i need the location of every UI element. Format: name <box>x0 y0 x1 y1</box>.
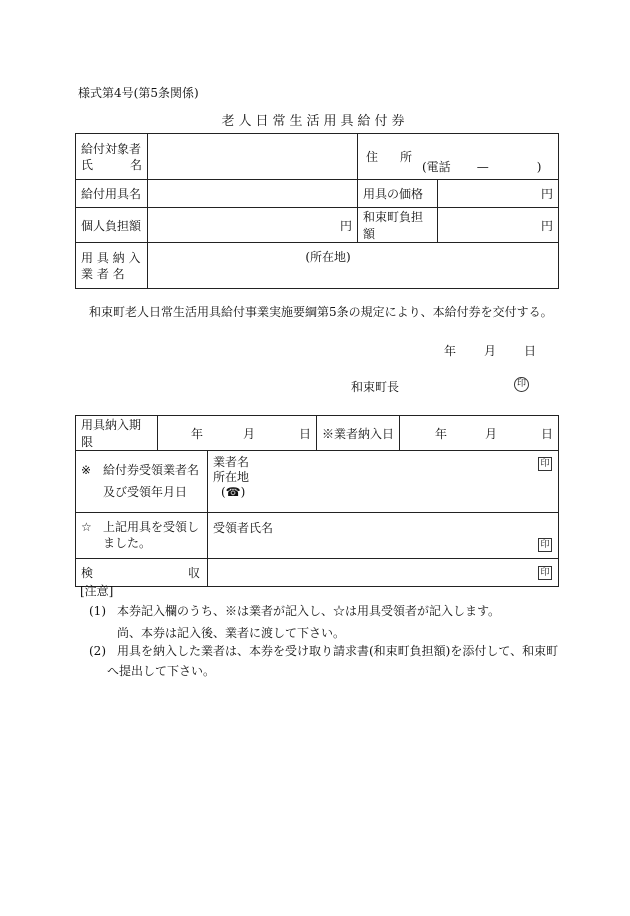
issuance-statement: 和束町老人日常生活用具給付事業実施要綱第5条の規定により、本給付券を交付する。 <box>89 305 553 319</box>
table-row <box>76 416 559 451</box>
note-1: (1) 本券記入欄のうち、※は業者が記入し、☆は用具受領者が記入します。 <box>89 604 501 618</box>
inspection-seal: 印 <box>538 566 552 580</box>
table-row <box>76 513 559 559</box>
form-number: 様式第4号(第5条関係) <box>78 86 199 100</box>
price-label: 用具の価格 <box>358 180 438 208</box>
supplier-label: 用 具 納 入 業 者 名 <box>76 243 148 289</box>
address-label-a: 住 <box>366 150 379 164</box>
table-row <box>76 134 559 180</box>
self-pay-label: 個人負担額 <box>76 208 148 243</box>
vendor-name-label: 業者名 <box>213 455 250 469</box>
address-label-b: 所 <box>399 150 412 164</box>
mayor-seal: 印 <box>514 377 529 392</box>
issue-date: 年 月 日 <box>444 344 537 358</box>
note-2-continued: へ提出して下さい。 <box>107 664 216 678</box>
town-pay-label: 和束町負担額 <box>358 208 438 243</box>
vendor-phone-label: (☎) <box>221 485 246 499</box>
delivery-date-label: ※業者納入日 <box>317 416 400 451</box>
inspection-field[interactable] <box>208 559 559 587</box>
received-label: ☆ 上記用具を受領し ました。 <box>76 513 208 559</box>
note-1-continued: 尚、本券は記入後、業者に渡して下さい。 <box>117 626 346 640</box>
recipient-name-field[interactable] <box>148 134 358 180</box>
vendor-address-label: 所在地 <box>213 470 250 484</box>
receiver-name-label: 受領者氏名 <box>213 521 274 535</box>
recipient-name-label: 給付対象者 氏 名 <box>76 134 148 180</box>
delivery-date-field[interactable]: 年 月 日 <box>400 416 559 451</box>
table-row <box>76 208 559 243</box>
item-name-label: 給付用具名 <box>76 180 148 208</box>
vendor-seal: 印 <box>538 457 552 471</box>
town-pay-field[interactable]: 円 <box>438 208 559 243</box>
page-title: 老人日常生活用具給付券 <box>221 114 409 129</box>
item-name-field[interactable] <box>148 180 358 208</box>
table-row <box>76 451 559 513</box>
table-row <box>76 180 559 208</box>
inspection-label: 検 収 <box>76 559 208 587</box>
application-table <box>75 133 559 289</box>
deadline-label: 用具納入期限 <box>76 416 158 451</box>
delivery-table <box>75 415 559 587</box>
phone-field[interactable]: (電話 — ) <box>422 160 542 174</box>
notes-heading: [注意] <box>80 584 114 598</box>
self-pay-field[interactable]: 円 <box>148 208 358 243</box>
receiver-seal: 印 <box>538 538 552 552</box>
supplier-field[interactable] <box>148 243 559 289</box>
table-row <box>76 243 559 289</box>
note-2: (2) 用具を納入した業者は、本券を受け取り請求書(和束町負担額)を添付して、和束町 <box>89 644 559 658</box>
supplier-address-label: (所在地) <box>305 250 351 264</box>
price-field[interactable]: 円 <box>438 180 559 208</box>
receiver-field[interactable] <box>208 513 559 559</box>
receipt-label: ※ 給付券受領業者名 及び受領年月日 <box>76 451 208 513</box>
mayor-title: 和束町長 <box>351 380 400 394</box>
deadline-field[interactable]: 年 月 日 <box>158 416 317 451</box>
address-cell <box>358 134 559 180</box>
vendor-field[interactable] <box>208 451 559 513</box>
table-row <box>76 559 559 587</box>
